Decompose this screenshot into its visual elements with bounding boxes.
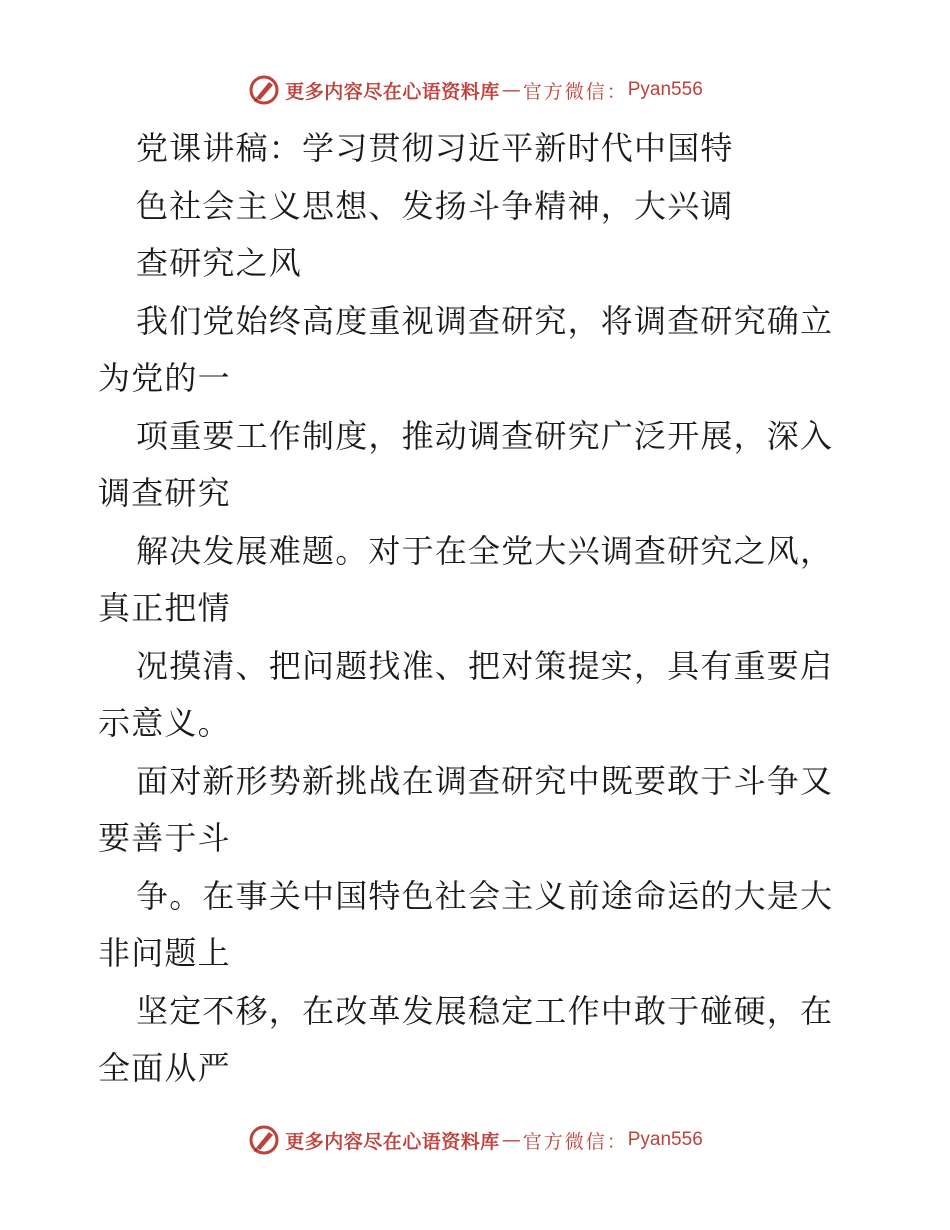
banner-site-text: 更多内容尽在心语资料库 — [285, 80, 500, 103]
text-line: 调查研究 — [98, 474, 231, 512]
text-line: 查研究之风 — [136, 244, 303, 282]
banner-wechat-id: Pyan556 — [627, 79, 703, 100]
text-line: 要善于斗 — [98, 819, 231, 857]
text-line: 争。在事关中国特色社会主义前途命运的大是大 — [136, 876, 834, 915]
text-line: 解决发展难题。对于在全党大兴调查研究之风， — [136, 531, 834, 570]
text-line: 面对新形势新挑战在调查研究中既要敢于斗争又 — [136, 761, 834, 800]
banner-wechat-id: Pyan556 — [627, 1129, 703, 1150]
banner-dash: — — [501, 79, 521, 101]
document-body — [98, 120, 858, 1098]
text-line: 我们党始终高度重视调查研究，将调查研究确立 — [136, 301, 834, 340]
banner-label: 官方微信： — [522, 1130, 628, 1153]
text-line: 色社会主义思想、发扬斗争精神，大兴调 — [136, 186, 734, 225]
text-line: 坚定不移，在改革发展稳定工作中敢于碰硬，在 — [136, 991, 834, 1030]
banner-label: 官方微信： — [522, 80, 628, 103]
text-line: 为党的一 — [98, 359, 231, 397]
text-line: 非问题上 — [98, 934, 231, 972]
header-banner — [0, 70, 950, 110]
text-line: 项重要工作制度，推动调查研究广泛开展，深入 — [136, 416, 834, 455]
text-line: 党课讲稿：学习贯彻习近平新时代中国特 — [136, 129, 734, 167]
banner-site-text: 更多内容尽在心语资料库 — [285, 1130, 500, 1153]
text-line: 况摸清、把问题找准、把对策提实，具有重要启 — [136, 646, 834, 685]
footer-banner — [0, 1120, 950, 1160]
pen-logo-icon — [247, 1123, 281, 1157]
pen-logo-icon — [247, 73, 281, 107]
text-line: 示意义。 — [98, 704, 231, 742]
text-line: 全面从严 — [98, 1049, 231, 1087]
banner-dash: — — [501, 1129, 521, 1151]
text-line: 真正把情 — [98, 589, 231, 627]
